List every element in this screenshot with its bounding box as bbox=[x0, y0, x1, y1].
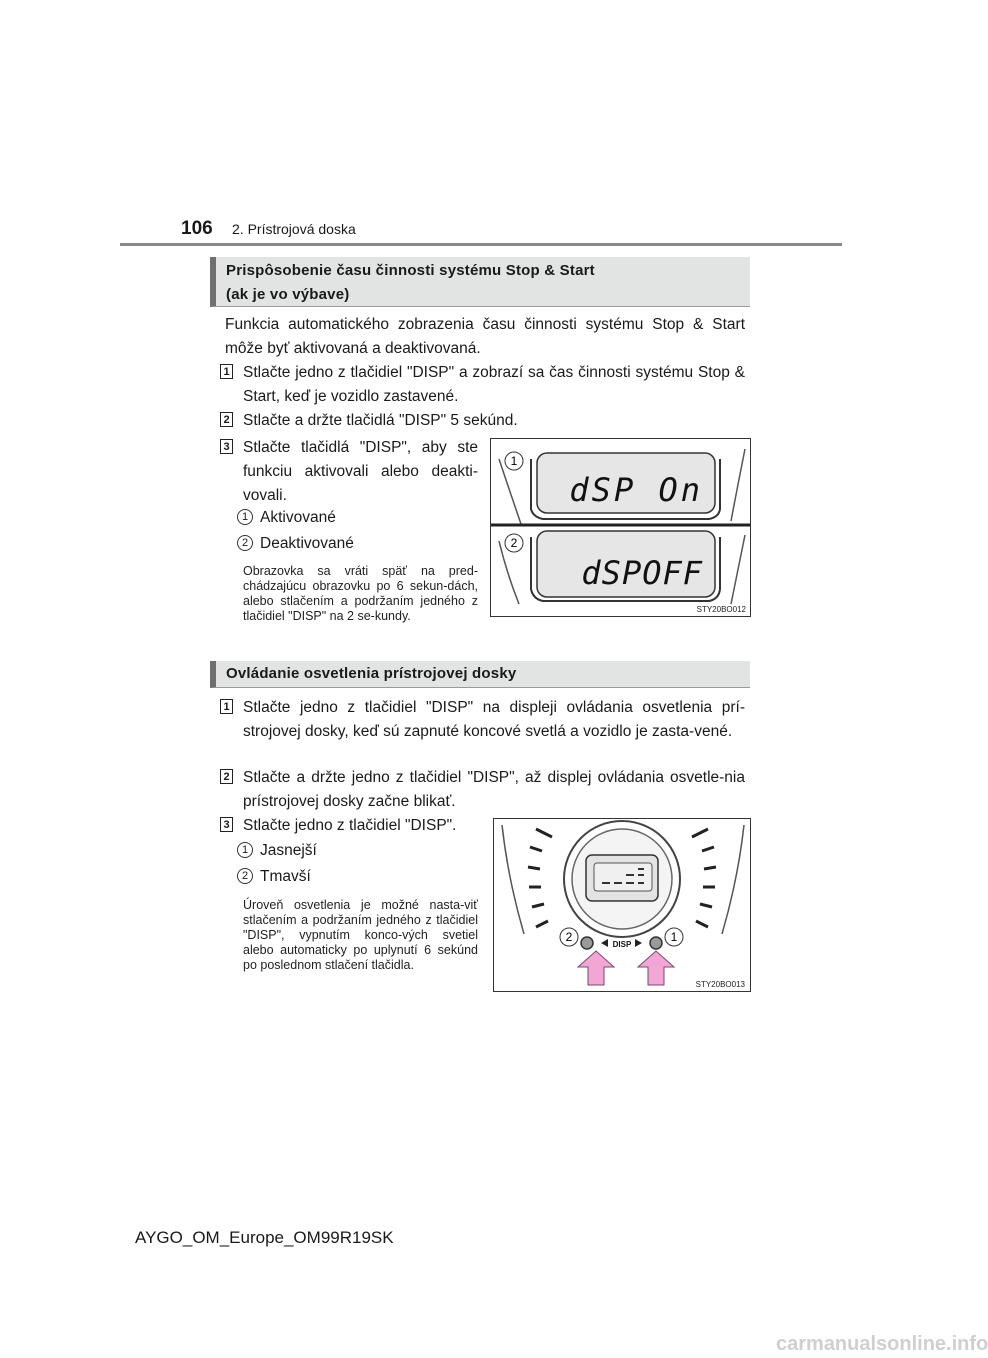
figure2-callout-1: 1 bbox=[670, 930, 678, 944]
option2-1-label: Jasnejší bbox=[260, 842, 317, 859]
figure1-callout-1: 1 bbox=[510, 454, 518, 468]
page-number: 106 bbox=[181, 218, 213, 239]
figure2-callout-2: 2 bbox=[565, 930, 573, 944]
step2-3-text: Stlačte jedno z tlačidiel "DISP". bbox=[243, 817, 457, 834]
watermark: carmanualsonline.info bbox=[776, 1333, 988, 1355]
section-title-line1: Prispôsobenie času činnosti systému Stop & Start bbox=[226, 262, 595, 279]
step-3-text: Stlačte tlačidlá "DISP", aby ste funkciu aktivovali alebo deakti-vovali. bbox=[243, 439, 478, 504]
step-1-text: Stlačte jedno z tlačidiel "DISP" a zobrazí sa čas činnosti systému Stop & Start, keď je vozidlo zastavené. bbox=[243, 364, 745, 405]
arrow-right-button bbox=[638, 951, 674, 985]
step-1-badge: 1 bbox=[220, 364, 233, 379]
option2-2-label: Tmavší bbox=[260, 868, 311, 885]
intro-paragraph: Funkcia automatického zobrazenia času činnosti systému Stop & Start môže byť aktivovaná a deaktivovaná. bbox=[225, 316, 745, 357]
step-3-badge: 3 bbox=[220, 439, 233, 454]
step2-2-badge: 2 bbox=[220, 769, 233, 784]
option-1-circle: 1 bbox=[237, 509, 253, 525]
disp-label: DISP bbox=[612, 940, 632, 949]
step2-1-badge: 1 bbox=[220, 699, 233, 714]
option-2-label: Deaktivované bbox=[260, 535, 354, 552]
display-text-on: dSP On bbox=[569, 471, 703, 509]
step2-2-text: Stlačte a držte jedno z tlačidiel "DISP", až displej ovládania osvetle-nia prístrojovej dosky začne blikať. bbox=[243, 769, 745, 810]
figure-disp-illustration bbox=[491, 439, 750, 616]
step-2-badge: 2 bbox=[220, 412, 233, 427]
display-text-off: dSPOFF bbox=[581, 554, 703, 592]
section2-title: Ovládanie osvetlenia prístrojovej dosky bbox=[226, 665, 517, 682]
figure2-code: STY20BO013 bbox=[695, 980, 745, 989]
note-illumination: Úroveň osvetlenia je možné nasta-viť stlačením a podržaním jedného z tlačidiel "DISP", vypnutím konco-vých svetiel alebo automaticky po uplynutí 6 sekúnd po poslednom stlačení tlačidla. bbox=[243, 898, 478, 972]
arrow-left-button bbox=[578, 951, 614, 985]
note-stop-start: Obrazovka sa vráti späť na pred-chádzajúcu obrazovku po 6 sekun-dách, alebo stlačením a podržaním jedného z tlačidiel "DISP" na 2 se-kundy. bbox=[243, 564, 478, 623]
option-1-label: Aktivované bbox=[260, 509, 336, 526]
figure-illumination-buttons bbox=[493, 818, 751, 992]
footer-doc-id: AYGO_OM_Europe_OM99R19SK bbox=[135, 1228, 394, 1247]
option2-2-circle: 2 bbox=[237, 868, 253, 884]
header-rule bbox=[120, 243, 842, 246]
figure-cluster-illustration bbox=[494, 819, 750, 991]
figure1-callout-2: 2 bbox=[510, 536, 518, 550]
section-title-line2: (ak je vo výbave) bbox=[226, 286, 350, 303]
section-heading-stop-start bbox=[210, 257, 750, 307]
chapter-title: 2. Prístrojová doska bbox=[232, 221, 356, 237]
figure1-code: STY20BO012 bbox=[696, 605, 746, 614]
step-2-text: Stlačte a držte tlačidlá "DISP" 5 sekúnd. bbox=[243, 412, 518, 429]
step2-3-badge: 3 bbox=[220, 817, 233, 832]
step2-1-text: Stlačte jedno z tlačidiel "DISP" na displeji ovládania osvetlenia prí-strojovej dosky, keď sú zapnuté koncové svetlá a vozidlo je zasta-vené. bbox=[243, 699, 745, 740]
option2-1-circle: 1 bbox=[237, 842, 253, 858]
figure-disp-on-off bbox=[490, 438, 751, 617]
section-heading-illumination bbox=[210, 661, 750, 688]
option-2-circle: 2 bbox=[237, 535, 253, 551]
